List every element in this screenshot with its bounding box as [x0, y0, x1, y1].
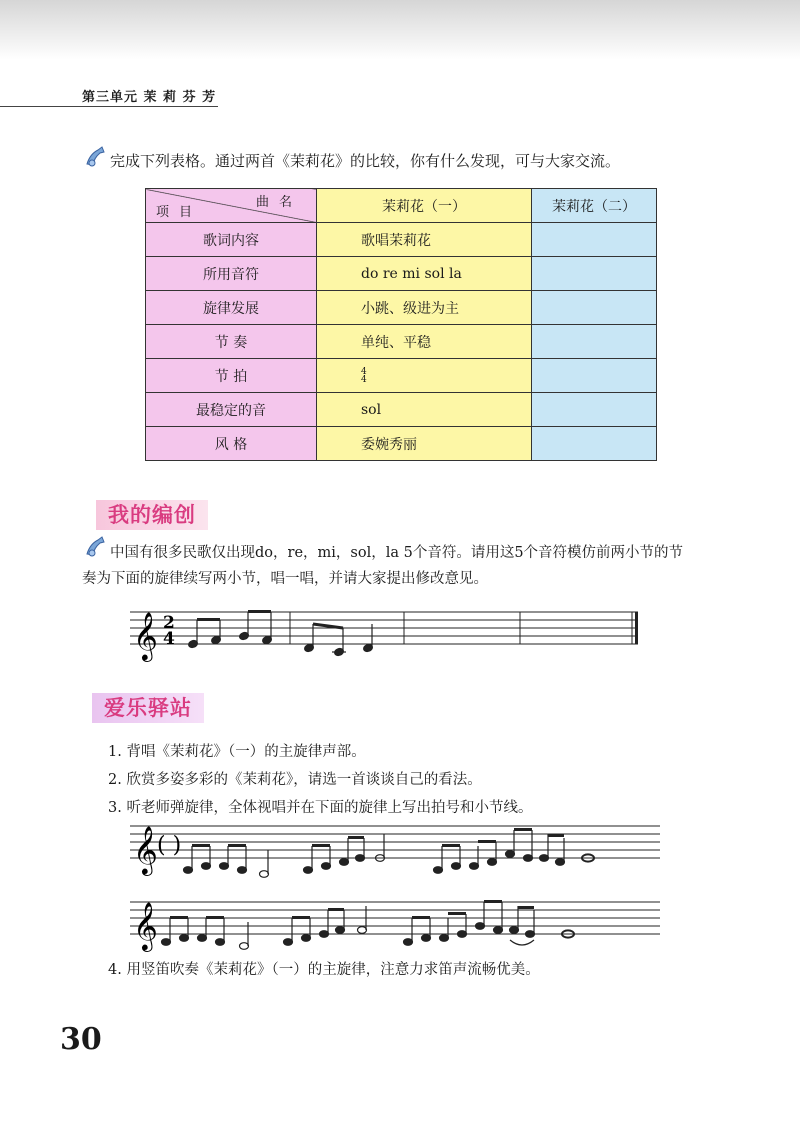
time-sig-bottom: 4	[163, 629, 175, 649]
row-value-song1: 单纯、平稳	[317, 325, 532, 359]
row-value-song1: 小跳、级进为主	[317, 291, 532, 325]
time-sig-blank: ( )	[157, 833, 182, 858]
section-banner-creation: 我的编创	[96, 500, 208, 530]
row-value-song1: do re mi sol la	[317, 257, 532, 291]
header-song-label: 曲名	[255, 195, 302, 210]
exercise-item: 3. 听老师弹旋律，全体视唱并在下面的旋律上写出拍号和小节线。	[108, 800, 533, 816]
page-number: 30	[60, 1022, 102, 1057]
creation-instruction-line1: 中国有很多民歌仅出现do，re，mi，sol，la 5个音符。请用这5个音符模仿前两小节的节	[110, 545, 684, 561]
row-label: 节 奏	[146, 325, 317, 359]
exercise-item: 4. 用竖笛吹奏《茉莉花》（一）的主旋律，注意力求笛声流畅优美。	[108, 962, 540, 978]
treble-clef-icon: 𝄞	[133, 825, 158, 874]
time-sig-top: 2	[163, 613, 175, 633]
row-label: 歌词内容	[146, 223, 317, 257]
row-label: 旋律发展	[146, 291, 317, 325]
row-label: 最稳定的音	[146, 393, 317, 427]
col-header-song1: 茉莉花（一）	[317, 189, 532, 223]
section-banner-music-station: 爱乐驿站	[92, 693, 204, 723]
intro-text: 完成下列表格。通过两首《茉莉花》的比较，你有什么发现，可与大家交流。	[110, 152, 621, 170]
row-label: 所用音符	[146, 257, 317, 291]
row-label: 风 格	[146, 427, 317, 461]
treble-clef-icon: 𝄞	[133, 611, 158, 660]
treble-clef-icon: 𝄞	[133, 901, 158, 950]
row-label: 节 拍	[146, 359, 317, 393]
row-value-song1: 歌唱茉莉花	[317, 223, 532, 257]
row-value-song1: 委婉秀丽	[317, 427, 532, 461]
col-header-song2: 茉莉花（二）	[532, 189, 657, 223]
header-item-label: 项目	[156, 205, 203, 220]
meter-fraction: 4 4	[361, 366, 367, 385]
exercise-item: 2. 欣赏多姿多彩的《茉莉花》，请选一首谈谈自己的看法。	[108, 772, 482, 788]
row-value-song1: sol	[317, 393, 532, 427]
exercise-item: 1. 背唱《茉莉花》（一）的主旋律声部。	[108, 744, 366, 760]
creation-instruction-line2: 奏为下面的旋律续写两小节，唱一唱，并请大家提出修改意见。	[82, 571, 488, 587]
unit-title: 第三单元 茉 莉 芬 芳	[82, 90, 217, 105]
